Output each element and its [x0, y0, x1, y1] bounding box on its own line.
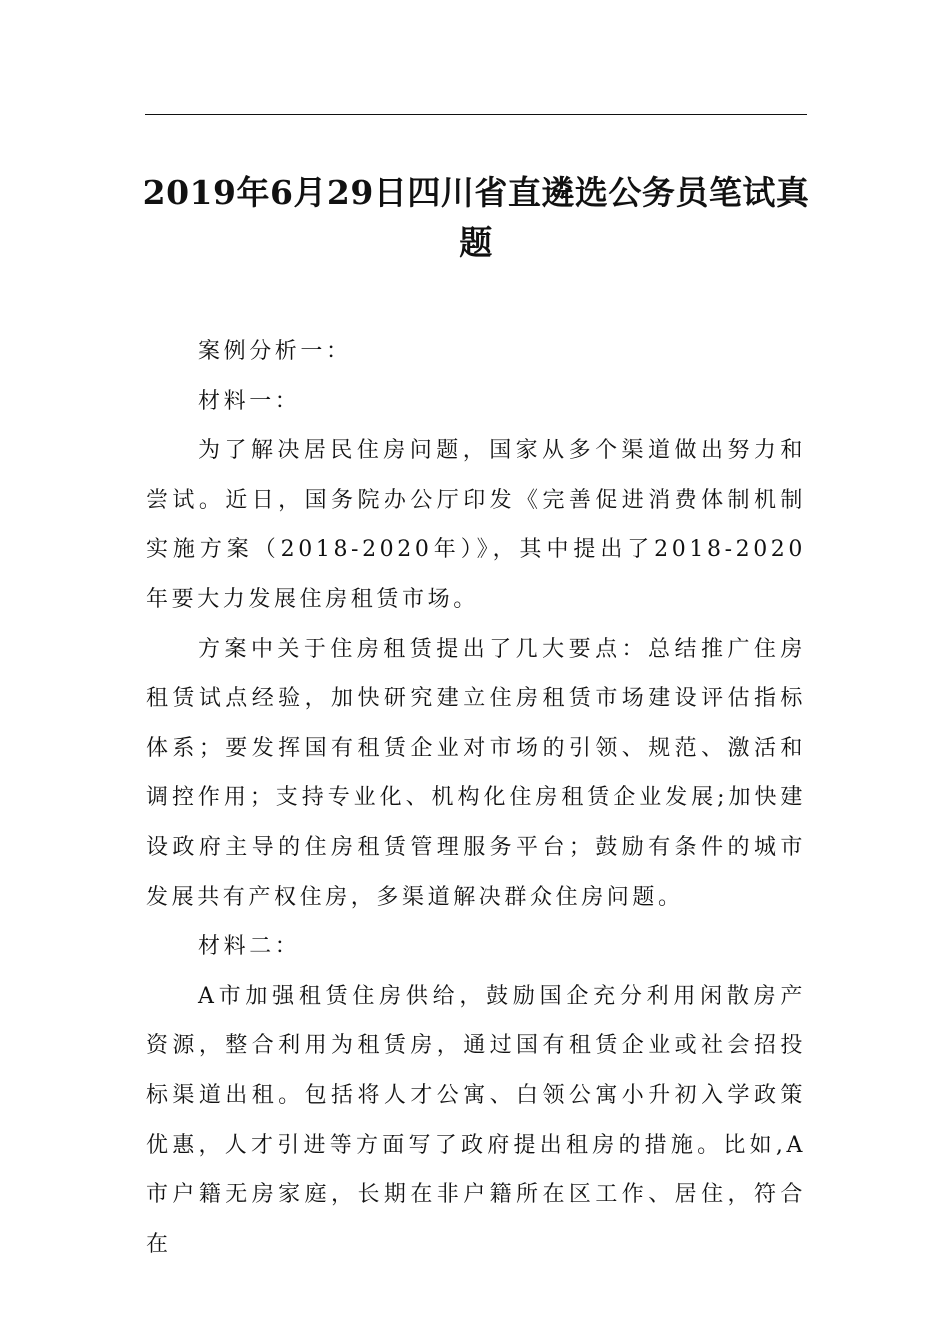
header-rule	[145, 114, 807, 115]
document-title: 2019年6月29日四川省直遴选公务员笔试真题	[142, 173, 810, 262]
document-body	[146, 327, 806, 1269]
paragraph-case-heading: 案例分析一：	[198, 339, 352, 364]
paragraph-material-one-intro: 为了解决居民住房问题，国家从多个渠道做出努力和尝试。近日，国务院办公厅印发《完善促进消费体制机制实施方案（2018-2020年）》，其中提出了2018-2020年要大力发展住房租赁市场。	[146, 438, 806, 612]
paragraph-material-one-points: 方案中关于住房租赁提出了几大要点：总结推广住房租赁试点经验，加快研究建立住房租赁市场建设评估指标体系；要发挥国有租赁企业对市场的引领、规范、激活和调控作用；支持专业化、机构化住房租赁企业发展;加快建设政府主导的住房租赁管理服务平台；鼓励有条件的城市发展共有产权住房，多渠道解决群众住房问题。	[146, 636, 806, 910]
paragraph-material-one-heading: 材料一：	[198, 388, 301, 414]
paragraph-material-two-heading: 材料二：	[198, 934, 301, 960]
paragraph-material-two-body: A市加强租赁住房供给，鼓励国企充分利用闲散房产资源，整合利用为租赁房，通过国有租赁企业或社会招投标渠道出租。包括将人才公寓、白领公寓小升初入学政策优惠，人才引进等方面写了政府提出租房的措施。比如,A市户籍无房家庭，长期在非户籍所在区工作、居住，符合在	[146, 983, 806, 1257]
